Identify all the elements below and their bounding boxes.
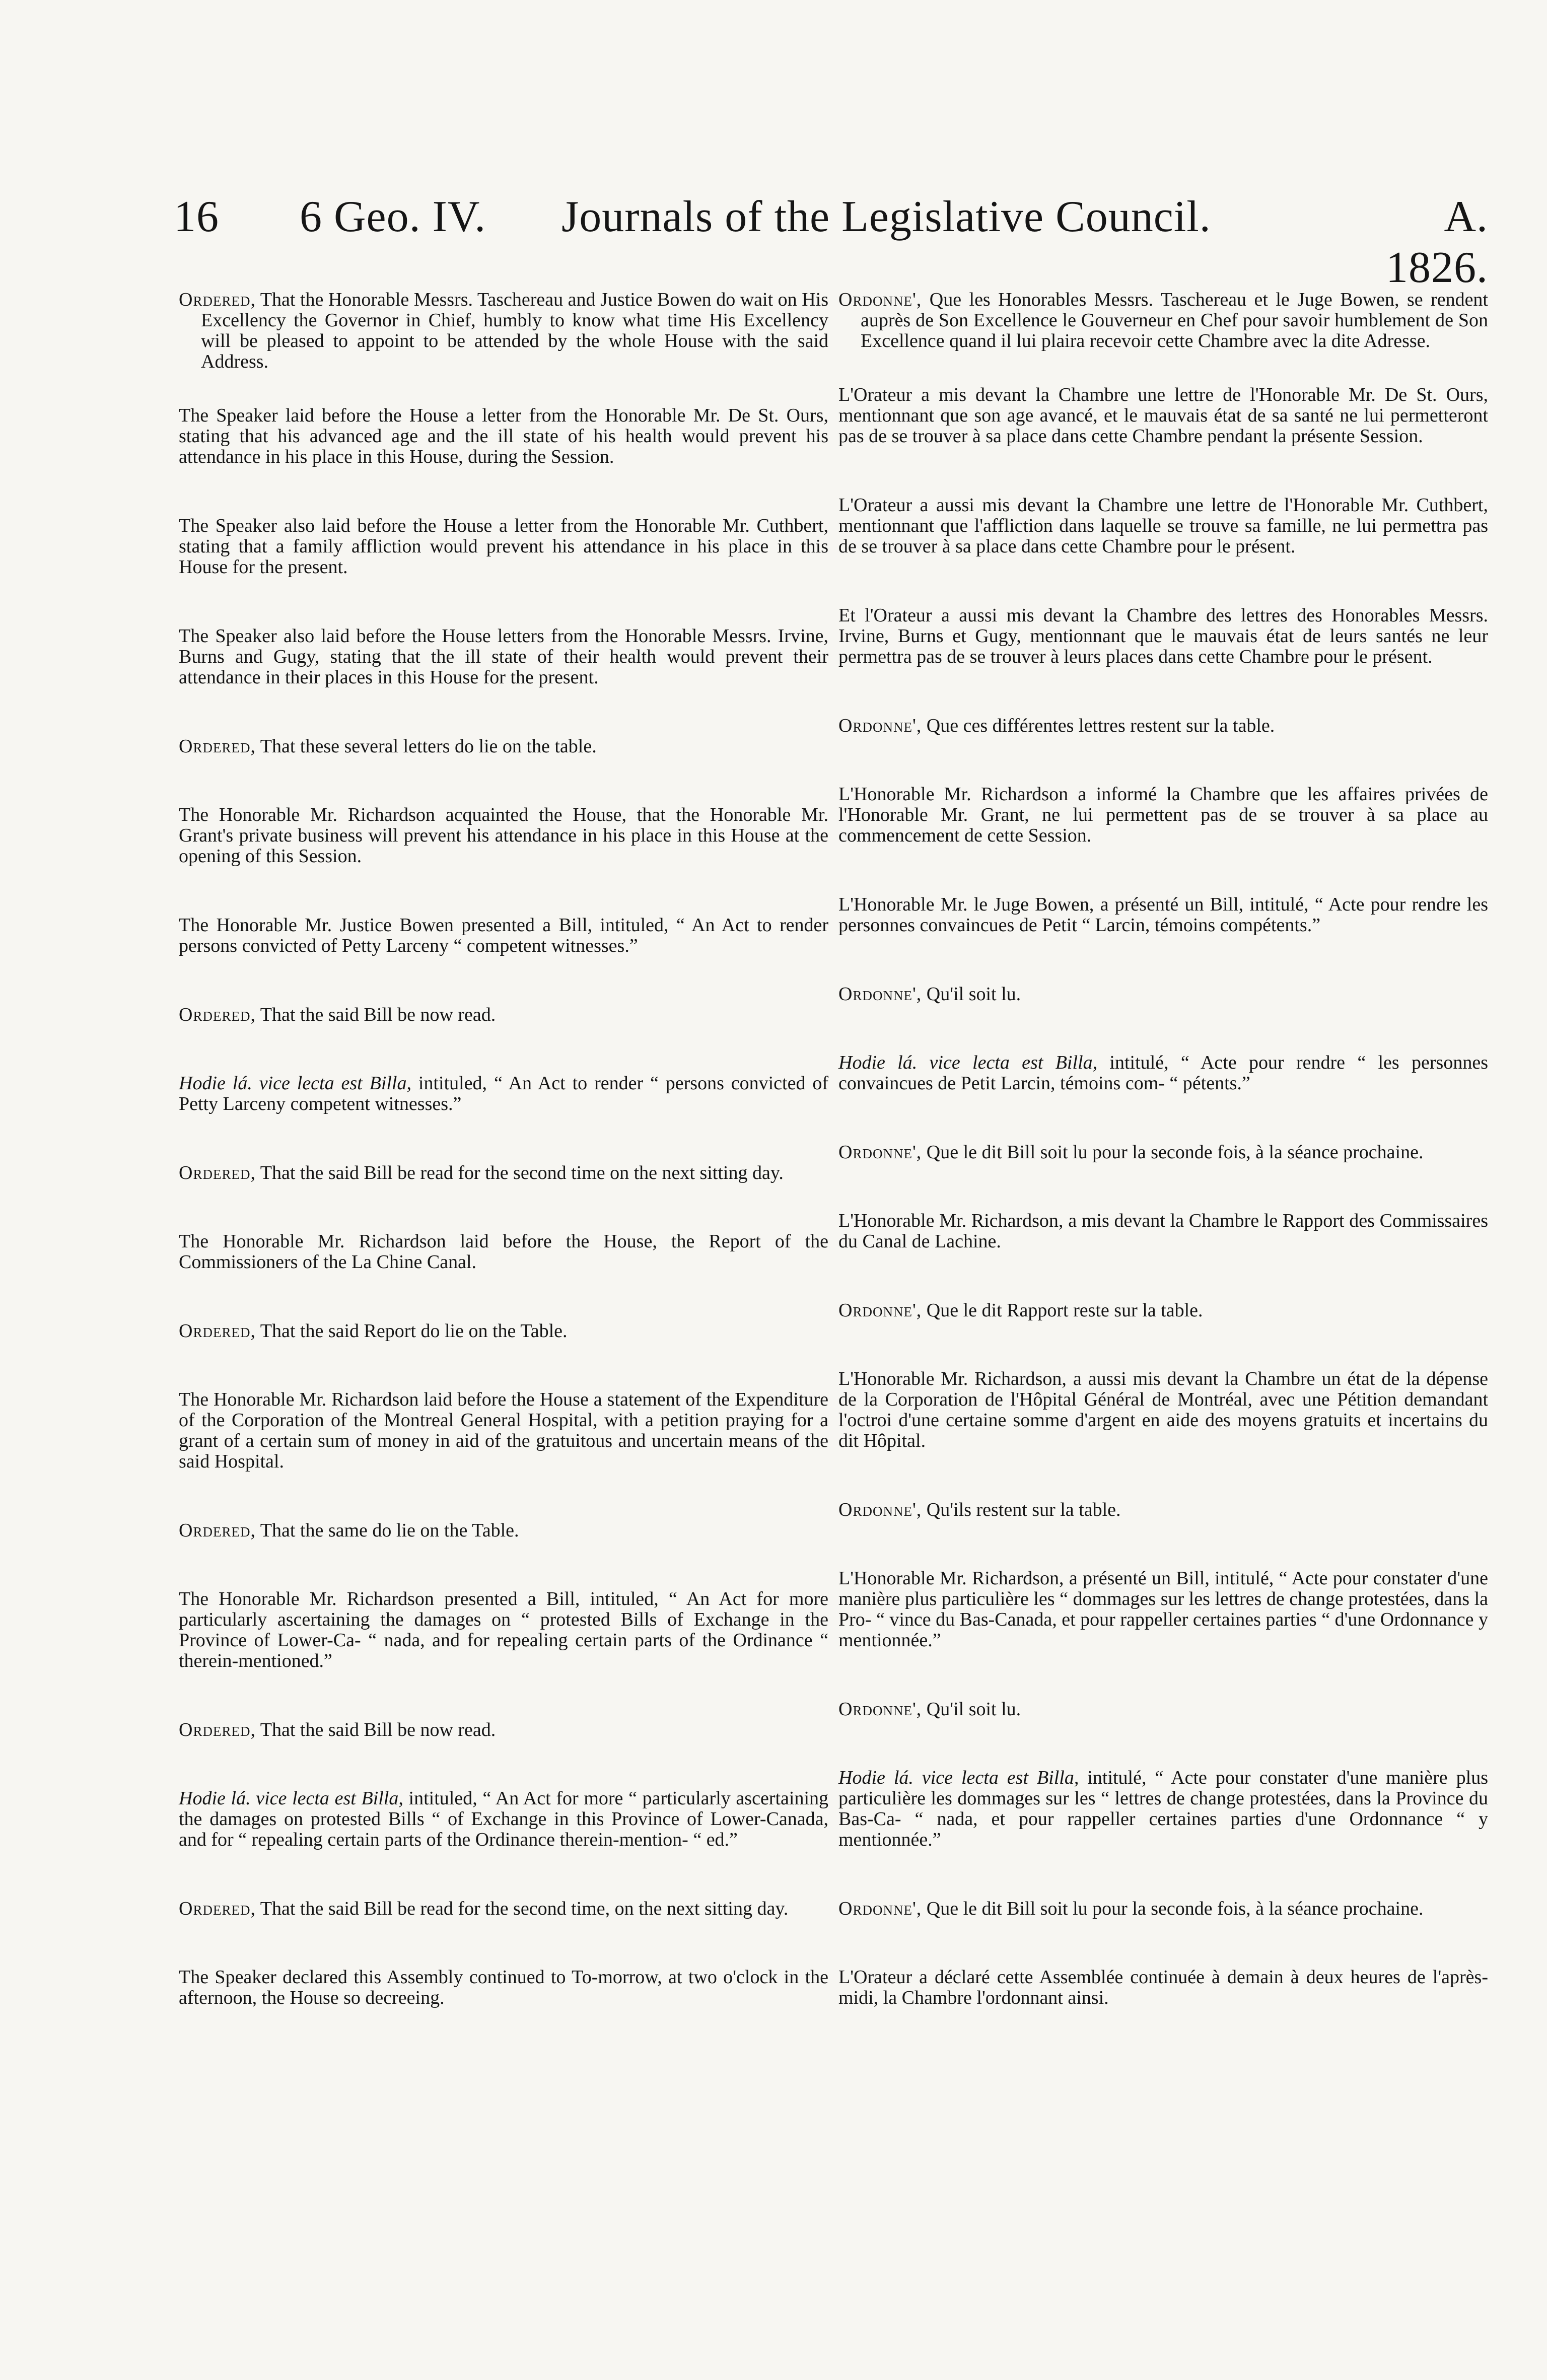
entry-lead: Ordered,	[179, 1004, 256, 1025]
entry-text: Qu'il soit lu.	[926, 1699, 1021, 1720]
english-entry	[179, 1321, 828, 1356]
english-entry	[179, 915, 828, 956]
entry-text: intitulé, “ Acte pour rendre “ les personnes convaincues de Petit Larcin, témoins com- “ pétents.”	[838, 1052, 1488, 1094]
entry-text: Que ces différentes lettres restent sur la table.	[926, 715, 1275, 736]
english-entry	[179, 405, 828, 467]
entry-text: intituled, “ An Act to render “ persons convicted of Petty Larceny competent witnesses.”	[179, 1073, 829, 1114]
french-entry	[838, 1142, 1488, 1177]
entry-text: intituled, “ An Act for more “ particularly ascertaining the damages on protested Bills “ of Exchange in this Province of Lower-Canada, and for “ repealing certain parts of the Ordinance therein-mention- “ ed.”	[179, 1788, 829, 1850]
english-entry	[179, 1520, 828, 1556]
english-entry	[179, 1589, 828, 1671]
entry-lead: Ordered,	[179, 736, 256, 757]
entry-text: The Honorable Mr. Justice Bowen presented a Bill, intituled, “ An Act to render persons convicted of Petty Larceny “ competent witnesses.”	[179, 915, 828, 956]
entry-text: Que le dit Rapport reste sur la table.	[926, 1300, 1203, 1321]
page-number: 16	[174, 192, 219, 241]
english-entry	[179, 1389, 828, 1472]
english-entry	[179, 805, 828, 867]
entry-lead: Ordered,	[179, 1320, 256, 1342]
french-entry	[838, 495, 1488, 557]
entry-lead: Hodie lá. vice lecta est Billa,	[838, 1052, 1098, 1073]
entry-text: The Honorable Mr. Richardson laid before the House, the Report of the Commissioners of the La Chine Canal.	[179, 1231, 828, 1273]
entry-text: intitulé, “ Acte pour constater d'une manière plus particulière les dommages sur les “ lettres de change protestées, dans la Province du Bas-Ca- “ nada, et pour rappeller certaines parties d'une Ordonnance “ y mentionnée.”	[838, 1767, 1488, 1850]
entry-lead: Hodie lá. vice lecta est Billa,	[179, 1073, 411, 1094]
french-entry	[838, 1300, 1488, 1336]
entry-lead: Ordonne',	[838, 1300, 922, 1321]
english-entry	[179, 1899, 828, 1934]
entry-text: Que les Honorables Messrs. Taschereau et le Juge Bowen, se rendent auprès de Son Excellence le Gouverneur en Chef pour savoir humblement de Son Excellence quand il lui plaira recevoir cette Chambre avec la dite Adresse.	[861, 289, 1488, 352]
entry-text: L'Honorable Mr. Richardson, a présenté un Bill, intitulé, “ Acte pour constater d'une manière plus particulière les “ dommages sur les lettres de change protestées, dans la Pro- “ vince du Bas-Canada, et pour rappeller certaines parties “ d'une Ordonnance y mentionnée.”	[838, 1568, 1488, 1651]
french-entry	[838, 784, 1488, 846]
entry-lead: Ordonne',	[838, 289, 922, 310]
english-entry	[179, 626, 828, 688]
entry-text: That the said Bill be read for the second time, on the next sitting day.	[260, 1898, 789, 1919]
entry-text: That the said Bill be now read.	[260, 1719, 496, 1740]
entry-text: L'Honorable Mr. le Juge Bowen, a présenté un Bill, intitulé, “ Acte pour rendre les personnes convaincues de Petit “ Larcin, témoins compétents.”	[838, 894, 1488, 936]
french-entry	[838, 984, 1488, 1019]
entry-lead: Ordonne',	[838, 984, 922, 1005]
english-entry	[179, 1163, 828, 1198]
bilingual-columns	[179, 290, 1488, 2294]
entry-lead: Ordered,	[179, 1162, 256, 1183]
french-entry	[838, 1568, 1488, 1651]
entry-lead: Ordered,	[179, 1520, 256, 1541]
entry-text: The Honorable Mr. Richardson laid before the House a statement of the Expenditure of the Corporation of the Montreal General Hospital, with a petition praying for a grant of a certain sum of money in aid of the gratuitous and uncertain means of the said Hospital.	[179, 1389, 828, 1472]
french-entry	[838, 1899, 1488, 1934]
french-entry	[838, 1211, 1488, 1252]
english-entry	[179, 1967, 828, 2008]
page-header	[174, 191, 1488, 292]
entry-lead: Hodie lá. vice lecta est Billa,	[179, 1788, 403, 1809]
english-entry	[179, 1073, 828, 1114]
entry-text: Que le dit Bill soit lu pour la seconde fois, à la séance prochaine.	[926, 1142, 1424, 1163]
journal-title: Journals of the Legislative Council.	[561, 192, 1211, 241]
entry-text: The Speaker declared this Assembly continued to To-morrow, at two o'clock in the afternoon, the House so decreeing.	[179, 1967, 828, 2008]
entry-text: That these several letters do lie on the table.	[260, 736, 597, 757]
french-entry	[838, 1500, 1488, 1535]
entry-text: The Speaker also laid before the House letters from the Honorable Messrs. Irvine, Burns and Gugy, stating that the ill state of their health would prevent their attendance in their places in this House for the present.	[179, 625, 828, 688]
french-entry	[838, 1053, 1488, 1094]
entry-lead: Ordered,	[179, 1719, 256, 1740]
entry-text: Et l'Orateur a aussi mis devant la Chambre des lettres des Honorables Messrs. Irvine, Burns et Gugy, mentionnant que le mauvais état de leurs santés ne leur permettra pas de se trouver à leurs places dans cette Chambre pour le présent.	[838, 605, 1488, 667]
french-entry	[838, 1768, 1488, 1850]
entry-text: L'Orateur a aussi mis devant la Chambre une lettre de l'Honorable Mr. Cuthbert, mentionnant que l'affliction dans laquelle se trouve sa famille, ne lui permettra pas de se trouver à sa place dans cette Chambre pour le présent.	[838, 495, 1488, 557]
english-entry	[179, 290, 828, 372]
french-entry	[838, 1967, 1488, 2008]
entry-text: That the said Report do lie on the Table.	[260, 1320, 568, 1342]
entry-text: Que le dit Bill soit lu pour la seconde fois, à la séance prochaine.	[926, 1898, 1424, 1919]
english-entry	[179, 736, 828, 772]
french-entry	[838, 605, 1488, 667]
entry-text: The Honorable Mr. Richardson presented a Bill, intituled, “ An Act for more particularly ascertaining the damages on “ protested Bills of Exchange in the Province of Lower-Ca- “ nada, and for repealing certain parts of the Ordinance “ therein-mentioned.”	[179, 1588, 828, 1671]
entry-lead: Ordonne',	[838, 1499, 922, 1520]
entry-text: Qu'ils restent sur la table.	[926, 1499, 1121, 1520]
entry-lead: Ordonne',	[838, 1699, 922, 1720]
french-entry	[838, 1699, 1488, 1734]
french-entry	[838, 290, 1488, 352]
entry-text: That the Honorable Messrs. Taschereau and Justice Bowen do wait on His Excellency the Governor in Chief, humbly to know what time His Excellency will be pleased to appoint to be attended by the whole House with the said Address.	[201, 289, 828, 372]
entry-text: Qu'il soit lu.	[926, 984, 1021, 1005]
entry-text: The Speaker laid before the House a letter from the Honorable Mr. De St. Ours, stating that his advanced age and the ill state of his health would prevent his attendance in his place in this House, during the Session.	[179, 405, 828, 467]
calendar-year: A. 1826.	[1386, 192, 1488, 292]
english-entry	[179, 516, 828, 578]
french-entry	[838, 894, 1488, 936]
entry-text: L'Honorable Mr. Richardson, a mis devant la Chambre le Rapport des Commissaires du Canal de Lachine.	[838, 1210, 1488, 1252]
entry-lead: Ordonne',	[838, 715, 922, 736]
french-entry	[838, 716, 1488, 751]
entry-text: L'Orateur a déclaré cette Assemblée continuée à demain à deux heures de l'après-midi, la Chambre l'ordonnant ainsi.	[838, 1967, 1488, 2008]
english-entry	[179, 1231, 828, 1273]
entry-text: L'Honorable Mr. Richardson a informé la Chambre que les affaires privées de l'Honorable Mr. Grant, ne lui permettent pas de se trouver à sa place au commencement de cette Session.	[838, 784, 1488, 846]
english-entry	[179, 1005, 828, 1040]
entry-text: That the said Bill be now read.	[260, 1004, 496, 1025]
entry-text: That the same do lie on the Table.	[260, 1520, 519, 1541]
entry-text: The Honorable Mr. Richardson acquainted the House, that the Honorable Mr. Grant's private business will prevent his attendance in his place in this House at the opening of this Session.	[179, 804, 828, 867]
french-entry	[838, 1369, 1488, 1451]
regnal-year: 6 Geo. IV.	[300, 192, 486, 241]
entry-text: That the said Bill be read for the second time on the next sitting day.	[260, 1162, 784, 1183]
entry-lead: Ordered,	[179, 1898, 256, 1919]
entry-lead: Ordered,	[179, 289, 256, 310]
entry-text: L'Honorable Mr. Richardson, a aussi mis devant la Chambre un état de la dépense de la Corporation de l'Hôpital Général de Montréal, avec une Pétition demandant l'octroi d'une certaine somme d'argent en aide des moyens gratuits et incertains du dit Hôpital.	[838, 1368, 1488, 1451]
english-column	[179, 290, 828, 2294]
entry-lead: Ordonne',	[838, 1142, 922, 1163]
entry-text: The Speaker also laid before the House a letter from the Honorable Mr. Cuthbert, stating that a family affliction would prevent his attendance in his place in this House for the present.	[179, 515, 828, 578]
entry-lead: Hodie lá. vice lecta est Billa,	[838, 1767, 1079, 1788]
entry-text: L'Orateur a mis devant la Chambre une lettre de l'Honorable Mr. De St. Ours, mentionnant que son age avancé, et le mauvais état de sa santé ne lui permetteront pas de se trouver à sa place dans cette Chambre pendant la présente Session.	[838, 384, 1488, 447]
french-entry	[838, 385, 1488, 447]
english-entry	[179, 1788, 828, 1850]
french-column	[838, 290, 1488, 2294]
entry-lead: Ordonne',	[838, 1898, 922, 1919]
english-entry	[179, 1720, 828, 1755]
